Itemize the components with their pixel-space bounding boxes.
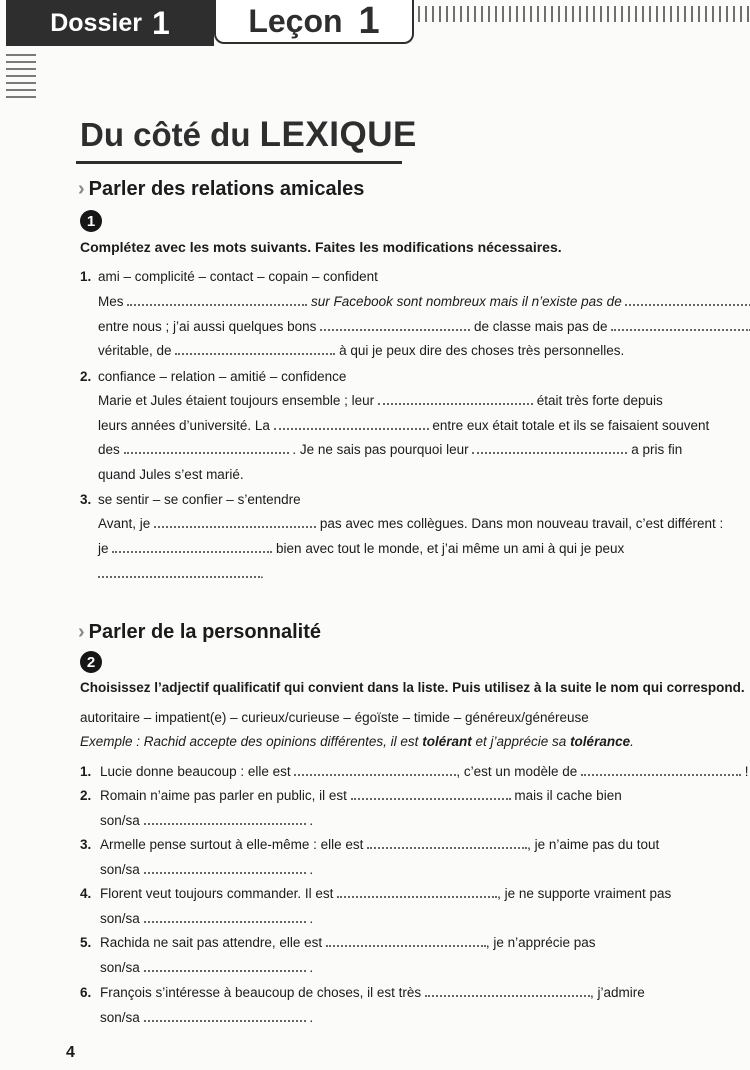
line-text: des — [98, 442, 120, 457]
answer-blank[interactable] — [154, 516, 316, 528]
line-text: bien avec tout le monde, et j’ai même un ami à qui je peux — [276, 541, 625, 556]
page-number: 4 — [66, 1044, 75, 1061]
dossier-number: 1 — [151, 4, 170, 41]
lecon-tab — [214, 0, 414, 44]
chevron-right-icon: › — [78, 178, 85, 200]
exercise-line — [98, 418, 709, 434]
line-text: entre nous ; j’ai aussi quelques bons — [98, 319, 317, 334]
line-text: François s’intéresse à beaucoup de choses, il est très — [100, 985, 422, 1000]
page-title-part1: Du côté du — [80, 116, 251, 153]
line-text: , j’admire — [589, 985, 645, 1000]
exercise-line — [100, 886, 671, 902]
answer-blank[interactable] — [144, 813, 306, 825]
section1-title-text: Parler des relations amicales — [88, 178, 365, 200]
answer-blank[interactable] — [337, 886, 497, 898]
answer-blank[interactable] — [124, 442, 289, 454]
exercise-line — [98, 566, 264, 582]
exercise2-instruction: Choisissez l’adjectif qualificatif qui convient dans la liste. Puis utilisez à la suite le nom qui correspond. — [80, 680, 745, 695]
example-text: . — [630, 734, 634, 749]
answer-blank[interactable] — [144, 911, 306, 923]
item-number: 1. — [80, 269, 92, 284]
line-text: . — [260, 566, 264, 581]
word-list: ami – complicité – contact – copain – confident — [98, 269, 378, 284]
exercise1-badge: 1 — [80, 210, 102, 232]
word-list: confiance – relation – amitié – confidence — [98, 369, 347, 384]
line-text: son/sa — [100, 813, 140, 828]
line-text: était très forte depuis — [536, 393, 663, 408]
exercise-line — [100, 960, 313, 976]
exercise-line — [100, 911, 313, 927]
answer-blank[interactable] — [581, 764, 741, 776]
answer-blank[interactable] — [326, 935, 486, 947]
line-text: . — [309, 1010, 314, 1025]
lecon-number: 1 — [358, 0, 380, 42]
exercise-line — [100, 764, 749, 780]
section2-title-text: Parler de la personnalité — [88, 621, 321, 643]
exercise1-instruction: Complétez avec les mots suivants. Faites les modifications nécessaires. — [80, 239, 562, 255]
example-line — [80, 734, 634, 750]
exercise-line — [98, 541, 624, 557]
line-text: de classe mais pas de — [473, 319, 608, 334]
exercise-line — [100, 1010, 313, 1026]
answer-blank[interactable] — [144, 1010, 306, 1022]
answer-blank[interactable] — [351, 788, 511, 800]
item-number: 3. — [80, 492, 92, 507]
line-text: , c’est un modèle de — [456, 764, 578, 779]
answer-blank[interactable] — [611, 319, 750, 331]
answer-blank[interactable] — [112, 541, 272, 553]
word-list: se sentir – se confier – s’entendre — [98, 492, 301, 507]
answer-blank[interactable] — [625, 294, 750, 306]
chevron-right-icon: › — [78, 621, 85, 643]
exercise-line — [100, 813, 313, 829]
line-text: a pris fin — [631, 442, 683, 457]
answer-blank[interactable] — [144, 960, 306, 972]
answer-blank[interactable] — [472, 442, 627, 454]
page-title — [80, 115, 417, 155]
page-title-part2: LEXIQUE — [259, 115, 417, 154]
exercise-line — [98, 442, 682, 458]
line-text: leurs années d’université. La — [98, 418, 270, 433]
line-text: mais il cache bien — [514, 788, 622, 803]
exercise-line — [98, 319, 750, 335]
line-text: son/sa — [100, 960, 140, 975]
dossier-label: Dossier — [50, 8, 142, 37]
title-underline — [76, 161, 402, 164]
answer-blank[interactable] — [320, 319, 470, 331]
answer-blank[interactable] — [274, 418, 429, 430]
exercise2-badge: 2 — [80, 651, 102, 673]
line-text: entre eux était totale et ils se faisaient souvent — [432, 418, 710, 433]
exercise-line: quand Jules s’est marié. — [98, 467, 244, 482]
line-text: Avant, je — [98, 516, 151, 531]
answer-blank[interactable] — [144, 862, 306, 874]
line-text: ! — [744, 764, 749, 779]
item-number: 5. — [80, 935, 92, 950]
line-text: Marie et Jules étaient toujours ensemble ; leur — [98, 393, 375, 408]
line-text: son/sa — [100, 862, 140, 877]
line-text: Romain n’aime pas parler en public, il est — [100, 788, 347, 803]
line-text: Rachida ne sait pas attendre, elle est — [100, 935, 323, 950]
line-text: Lucie donne beaucoup : elle est — [100, 764, 291, 779]
exercise-line — [100, 935, 595, 951]
answer-blank[interactable] — [175, 343, 335, 355]
word-list: autoritaire – impatient(e) – curieux/curieuse – égoïste – timide – généreux/généreuse — [80, 710, 589, 725]
line-text: Florent veut toujours commander. Il est — [100, 886, 334, 901]
line-text: . — [309, 911, 314, 926]
lecon-label: Leçon — [248, 2, 343, 39]
answer-blank[interactable] — [378, 393, 533, 405]
exercise-line — [98, 343, 624, 359]
exercise-line — [98, 516, 723, 532]
line-text: . Je ne sais pas pourquoi leur — [292, 442, 469, 457]
line-text: , je n’aime pas du tout — [527, 837, 660, 852]
exercise-line — [100, 788, 622, 804]
line-text: , je n’apprécie pas — [485, 935, 596, 950]
example-answer: tolérant — [422, 734, 472, 749]
answer-blank[interactable] — [294, 764, 456, 776]
header-stripes — [418, 6, 750, 22]
section2-title — [78, 621, 321, 644]
line-text: à qui je peux dire des choses très personnelles. — [339, 343, 625, 358]
item-number: 3. — [80, 837, 92, 852]
answer-blank[interactable] — [367, 837, 527, 849]
example-text: et j’apprécie sa — [475, 734, 567, 749]
answer-blank[interactable] — [425, 985, 590, 997]
line-text: son/sa — [100, 1010, 140, 1025]
line-text: . — [309, 960, 314, 975]
side-lines-decoration — [6, 54, 36, 98]
item-number: 2. — [80, 788, 92, 803]
item-number: 4. — [80, 886, 92, 901]
example-answer: tolérance — [570, 734, 631, 749]
line-text: . — [309, 862, 314, 877]
exercise-line — [100, 985, 645, 1001]
line-text: Mes — [98, 294, 124, 309]
answer-blank[interactable] — [98, 566, 260, 578]
line-text: sur Facebook sont nombreux mais il n’existe pas de — [311, 294, 622, 309]
line-text: son/sa — [100, 911, 140, 926]
line-text: . — [309, 813, 314, 828]
section1-title — [78, 178, 364, 201]
exercise-line — [100, 862, 313, 878]
line-text: je — [98, 541, 109, 556]
line-text: pas avec mes collègues. Dans mon nouveau travail, c’est différent : — [319, 516, 724, 531]
answer-blank[interactable] — [127, 294, 307, 306]
line-text: Armelle pense surtout à elle-même : elle est — [100, 837, 364, 852]
item-number: 2. — [80, 369, 92, 384]
dossier-tab — [6, 0, 214, 46]
line-text: , je ne supporte vraiment pas — [497, 886, 672, 901]
exercise-line — [98, 294, 750, 310]
item-number: 6. — [80, 985, 92, 1000]
exercise-line — [100, 837, 659, 853]
example-text: Exemple : Rachid accepte des opinions différentes, il est — [80, 734, 419, 749]
exercise-line — [98, 393, 663, 409]
line-text: véritable, de — [98, 343, 172, 358]
item-number: 1. — [80, 764, 92, 779]
